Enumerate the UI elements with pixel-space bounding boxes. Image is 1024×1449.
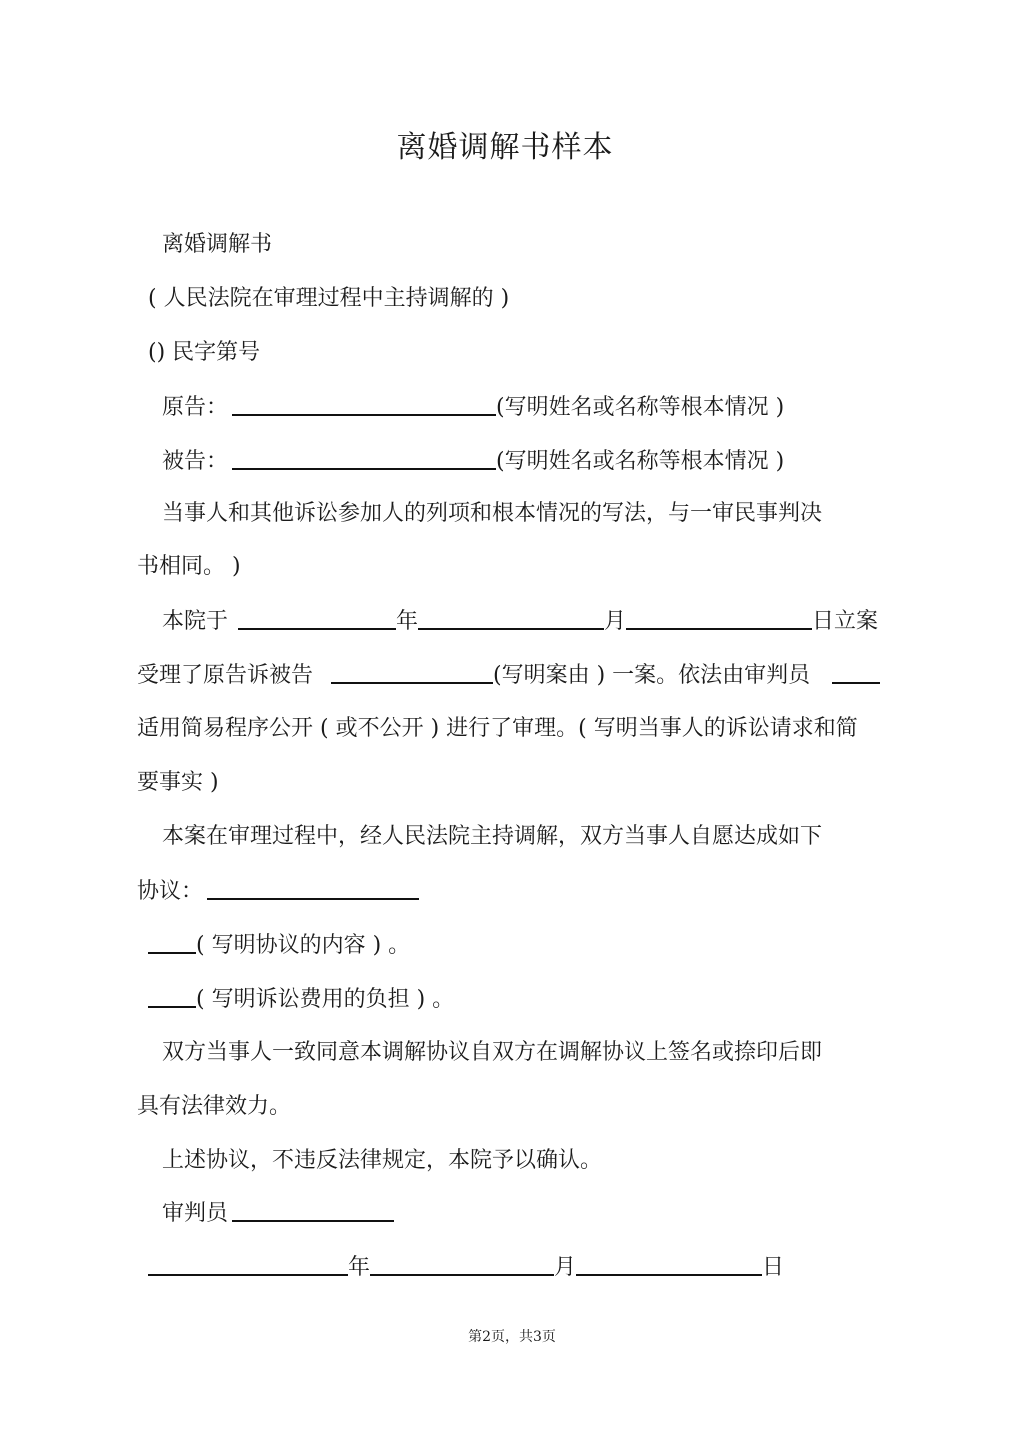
fees-hint: ( 写明诉讼费用的负担 ) 。	[196, 987, 455, 1012]
document-title: 离婚调解书样本	[396, 130, 614, 165]
parties-note-line2: 书相同。 )	[137, 554, 241, 579]
fees-line	[148, 984, 454, 1015]
parties-note-line1: 当事人和其他诉讼参加人的列项和根本情况的写法，与一审民事判决	[162, 501, 823, 526]
filing-day-blank	[626, 606, 812, 630]
filing-month-blank	[418, 606, 604, 630]
defendant-line	[162, 446, 784, 477]
judge-line	[162, 1198, 394, 1229]
judge-signature-blank	[232, 1198, 394, 1222]
filing-line2	[137, 660, 880, 691]
effect-line2: 具有法律效力。	[137, 1094, 292, 1119]
filing-month-label: 月	[604, 609, 627, 634]
agreement-blank	[207, 876, 419, 900]
plaintiff-hint: (写明姓名或名称等根本情况 )	[496, 395, 785, 420]
plaintiff-line	[162, 392, 784, 423]
date-month-blank	[370, 1252, 554, 1276]
agreement-content-blank	[148, 930, 196, 954]
confirmation-line: 上述协议，不违反法律规定，本院予以确认。	[162, 1148, 603, 1173]
page-footer: 第2页，共3页	[468, 1329, 556, 1345]
filing-day-label: 日立案	[812, 609, 879, 634]
date-month-label: 月	[554, 1255, 577, 1280]
date-line	[148, 1252, 784, 1283]
doc-heading: 离婚调解书	[162, 232, 273, 257]
filing-defendant-blank	[331, 660, 493, 684]
defendant-label: 被告：	[162, 449, 229, 474]
date-day-label: 日	[762, 1255, 785, 1280]
date-day-blank	[576, 1252, 762, 1276]
agreement-content-hint: ( 写明协议的内容 ) 。	[196, 933, 411, 958]
effect-line1: 双方当事人一致同意本调解协议自双方在调解协议上签名或捺印后即	[162, 1040, 823, 1065]
date-year-label: 年	[348, 1255, 371, 1280]
mediation-label: 协议：	[137, 879, 204, 904]
date-year-blank	[148, 1252, 348, 1276]
case-number: () 民字第号	[148, 340, 261, 365]
mediation-line2	[137, 876, 419, 907]
agreement-content-line	[148, 930, 410, 961]
filing-line1	[162, 606, 878, 637]
judge-name-blank	[832, 660, 880, 684]
plaintiff-blank	[232, 392, 496, 416]
plaintiff-label: 原告：	[162, 395, 229, 420]
judge-label: 审判员	[162, 1201, 229, 1226]
filing-prefix: 本院于	[162, 609, 229, 634]
filing-line4: 要事实 )	[137, 770, 219, 795]
mediation-line1: 本案在审理过程中，经人民法院主持调解，双方当事人自愿达成如下	[162, 824, 823, 849]
filing-line3: 适用简易程序公开 ( 或不公开 ) 进行了审理。( 写明当事人的诉讼请求和简	[137, 716, 858, 741]
fees-blank	[148, 984, 196, 1008]
defendant-hint: (写明姓名或名称等根本情况 )	[496, 449, 785, 474]
filing-line2-text-a: 受理了原告诉被告	[137, 663, 314, 688]
filing-line2-text-b: (写明案由 ) 一案。依法由审判员	[493, 663, 811, 688]
filing-year-blank	[238, 606, 396, 630]
defendant-blank	[232, 446, 496, 470]
court-note: ( 人民法院在审理过程中主持调解的 )	[148, 286, 510, 311]
filing-year-label: 年	[396, 609, 419, 634]
